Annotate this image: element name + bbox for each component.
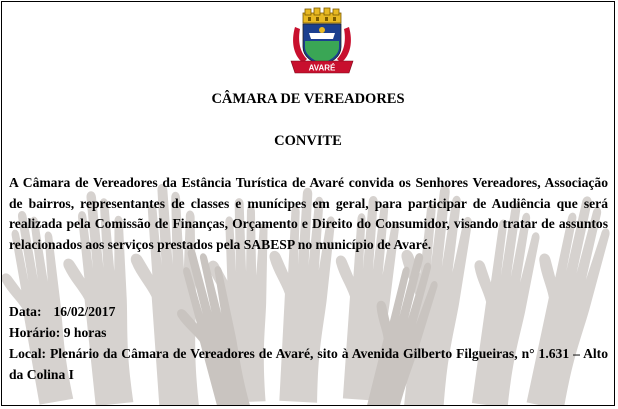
invitation-body-text: A Câmara de Vereadores da Estância Turística de Avaré convida os Senhores Vereadores, Associação de bairros, representantes de classes e munícipes em geral, para participar de Audiência que será realizada pela Comissão de Finanças, Orçamento e Direito do Consumidor, visando tratar de assuntos relacionados aos serviços prestados pela SABESP no município de Avaré. <box>9 175 608 252</box>
event-date <box>9 302 608 323</box>
crest-banner-text: AVARÉ <box>308 63 336 73</box>
event-date-label: Data: <box>9 304 42 319</box>
document-subheading: CONVITE <box>274 133 342 149</box>
document-heading: CÂMARA DE VEREADORES <box>211 91 405 107</box>
event-time: Horário: 9 horas <box>9 325 107 340</box>
event-date-value: 16/02/2017 <box>53 304 116 319</box>
invitation-document <box>1 1 615 406</box>
document-content <box>2 2 614 405</box>
event-location: Local: Plenário da Câmara de Vereadores de Avaré, sito à Avenida Gilberto Filgueiras, n° 1.631 – Alto da Colina I <box>9 346 608 382</box>
avare-crest-icon <box>287 7 357 75</box>
